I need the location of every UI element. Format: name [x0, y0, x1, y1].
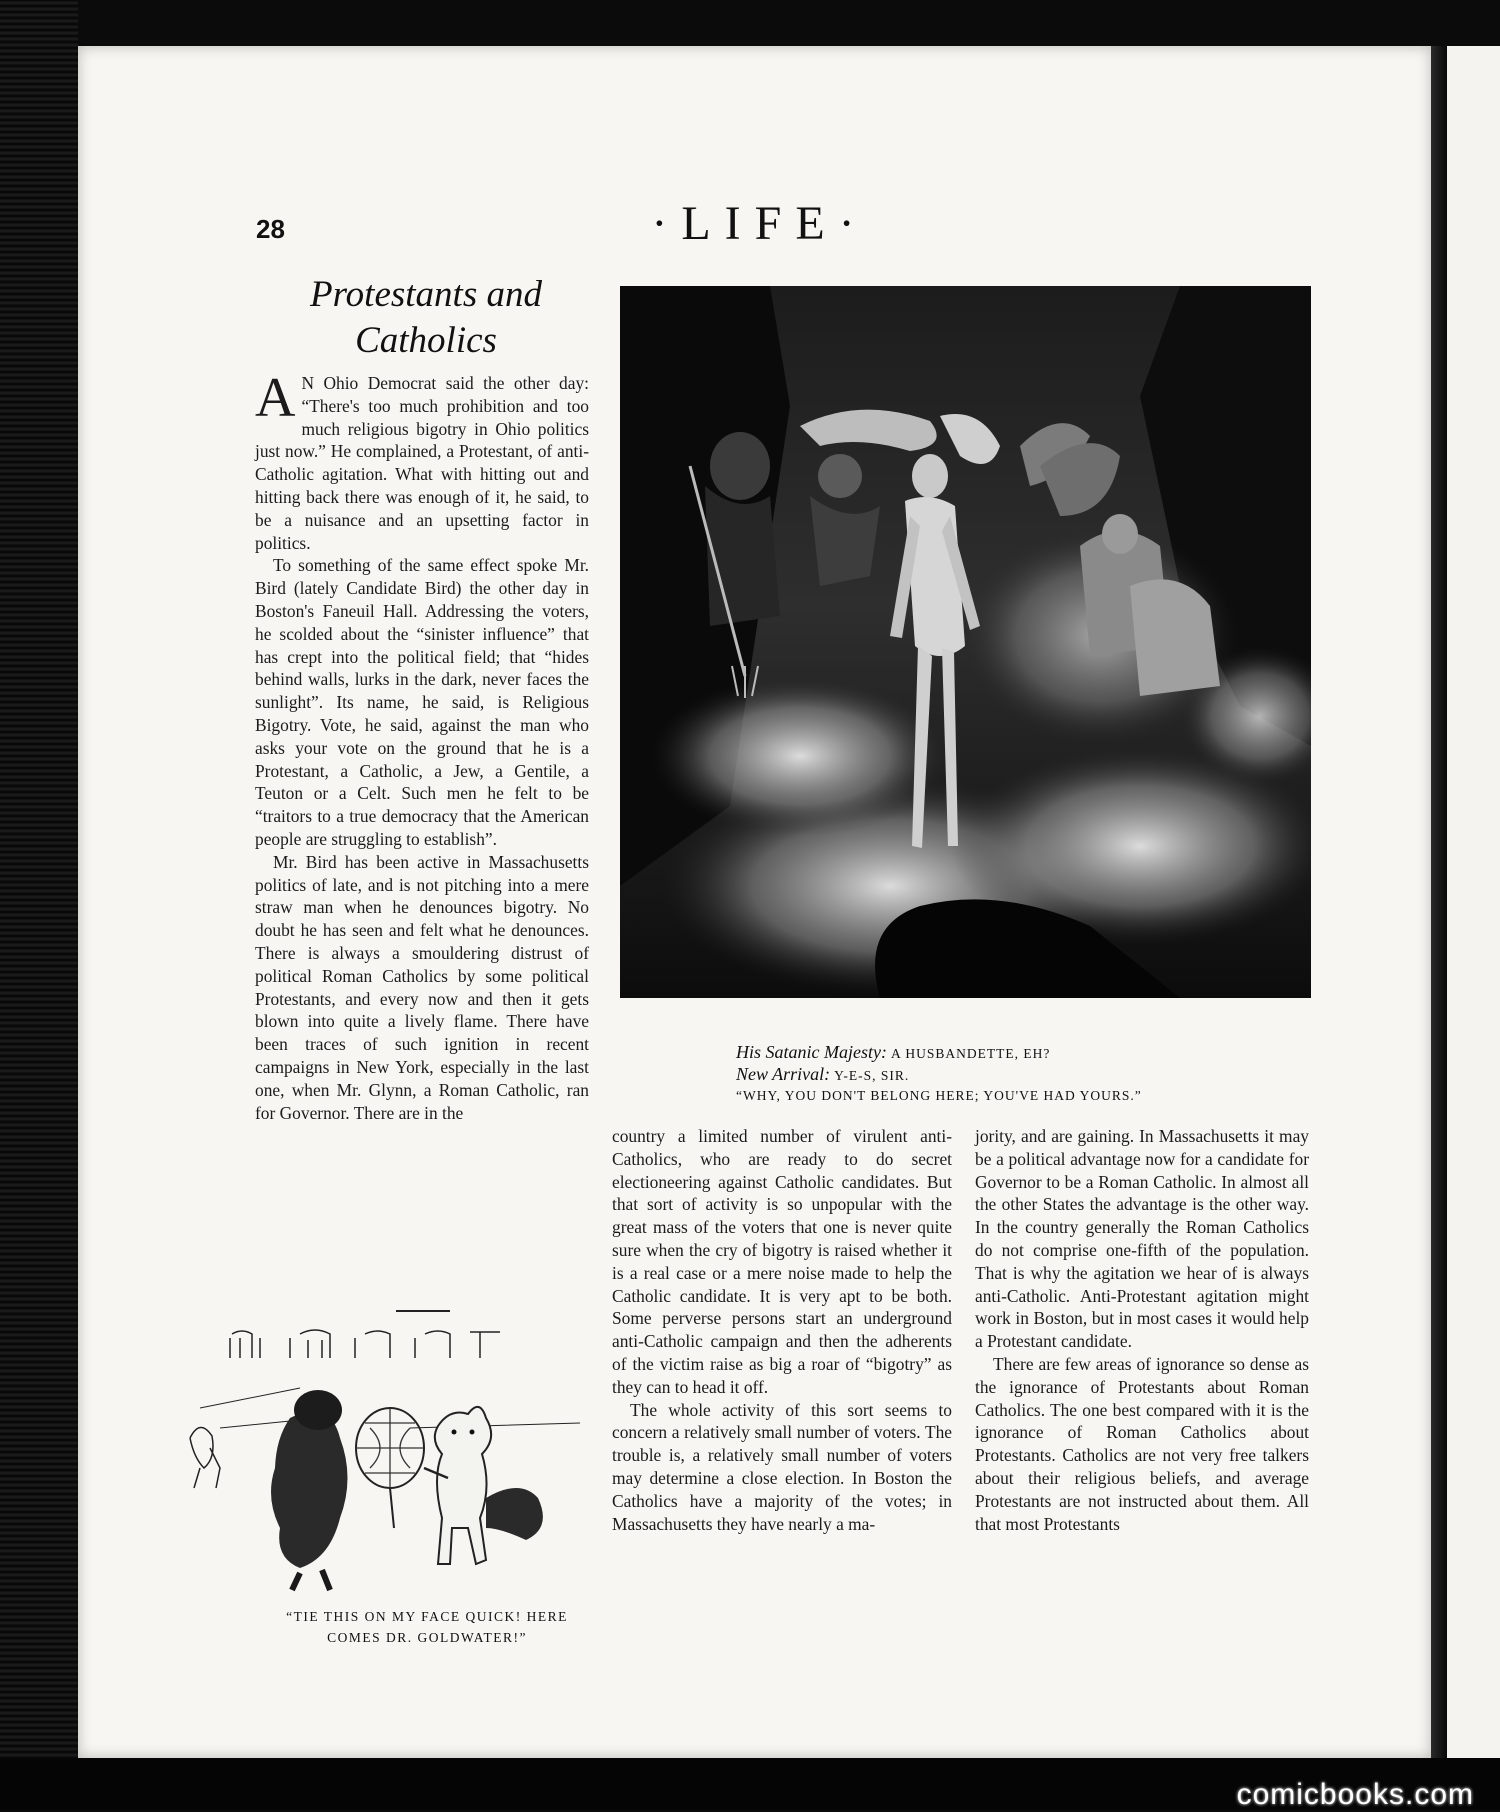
caption-dialogue: Y-E-S, SIR. — [834, 1068, 910, 1083]
section-divider — [396, 1310, 450, 1312]
masthead: ·LIFE· — [651, 197, 869, 250]
illustration-caption — [736, 1042, 1296, 1106]
paragraph: country a limited number of virulent anti-Catholics, who are ready to do secret electioneering against Catholic candidates. But that sort of activity is so unpopular with the great mass of the voters that one is never quite sure when the cry of bigotry is raised whether it is a real case or a mere noise made to help the Catholic candidate. It is very apt to be both. Some perverse persons start an underground anti-Catholic campaign and then the adherents of the victim raise as big a roar of “bigotry” as they can to head it off. — [612, 1126, 952, 1397]
article-title-line: Protestants and — [310, 274, 542, 315]
scan-border-left — [0, 0, 78, 1810]
article-column-3 — [975, 1125, 1309, 1535]
article-title — [256, 272, 596, 364]
cartoon-caption-line: COMES DR. GOLDWATER!” — [327, 1630, 527, 1645]
caption-speaker: His Satanic Majesty: — [736, 1042, 887, 1062]
caption-dialogue: A HUSBANDETTE, EH? — [890, 1046, 1051, 1061]
adjacent-page-edge — [1447, 46, 1500, 1758]
paragraph: There are few areas of ignorance so dense as the ignorance of Protestants about Roman Catholics. The one best compared with it is the ignorance of Roman Catholics about Protestants. Catholics are not very free talkers about their religious beliefs, and average Protestants are not instructed about them. All that most Protestants — [975, 1353, 1309, 1534]
watermark: comicbooks.com — [1236, 1778, 1474, 1811]
page-gutter — [1431, 46, 1447, 1758]
paragraph: To something of the same effect spoke Mr. Bird (lately Candidate Bird) the other day in Boston's Faneuil Hall. Addressing the voters, he scolded about the “sinister influence” that has crept into the political field; that “hides behind walls, lurks in the dark, never faces the sunlight”. Its name, he said, is Religious Bigotry. Vote, he said, against the man who asks your vote on the ground that he is a Protestant, a Catholic, a Jew, a Gentile, a Teuton or a Celt. Such men he felt to be “traitors to a true democracy that the American people are struggling to establish”. — [255, 555, 589, 849]
drop-cap: A — [255, 367, 296, 429]
caption-dialogue: “WHY, YOU DON'T BELONG HERE; YOU'VE HAD YOURS.” — [736, 1088, 1142, 1103]
article-column-1 — [255, 367, 589, 1124]
paragraph: The whole activity of this sort seems to concern a relatively small number of voters. The trouble is, a relatively small number of voters may determine a close election. In Boston the Catholics have a majority of the votes; in Massachusetts they have nearly a ma- — [612, 1399, 952, 1534]
caption-speaker: New Arrival: — [736, 1064, 831, 1084]
illustration-satanic-majesty — [620, 286, 1311, 998]
cartoon-bear-and-cat — [180, 1328, 598, 1594]
paragraph: Mr. Bird has been active in Massachusetts politics of late, and is not pitching into a mere straw man when he denounces bigotry. No doubt he has seen and felt what he denounces. There is always a smouldering distrust of political Roman Catholics by some political Protestants, and every now and then it gets blown into quite a lively flame. There have been traces of such ignition in recent campaigns in New York, especially in the last one, when Mr. Glynn, a Roman Catholic, ran for Governor. There are in the — [255, 851, 589, 1123]
article-column-2 — [612, 1125, 952, 1535]
paragraph-text: N Ohio Democrat said the other day: “There's too much prohibition and too much religious bigotry in Ohio politics just now.” He complained, a Protestant, of anti-Catholic agitation. What with hitting out and hitting back there was enough of it, he said, to be a nuisance and an upsetting factor in politics. — [255, 373, 589, 553]
paragraph: jority, and are gaining. In Massachusetts it may be a political advantage now for a candidate for Governor to be a Roman Catholic. In almost all the other States the advantage is the other way. In the country generally the Roman Catholics do not comprise one-fifth of the population. That is why the agitation we hear of is always anti-Catholic. Anti-Protestant agitation might work in Boston, but in most cases it would help a Protestant candidate. — [975, 1126, 1309, 1352]
page-number: 28 — [256, 214, 285, 244]
paragraph — [255, 367, 589, 554]
article-title-line: Catholics — [355, 320, 497, 361]
caption-line — [736, 1042, 1296, 1064]
cartoon-caption-line: “TIE THIS ON MY FACE QUICK! HERE — [286, 1609, 568, 1624]
caption-line — [736, 1064, 1296, 1086]
cartoon-caption — [254, 1606, 600, 1648]
